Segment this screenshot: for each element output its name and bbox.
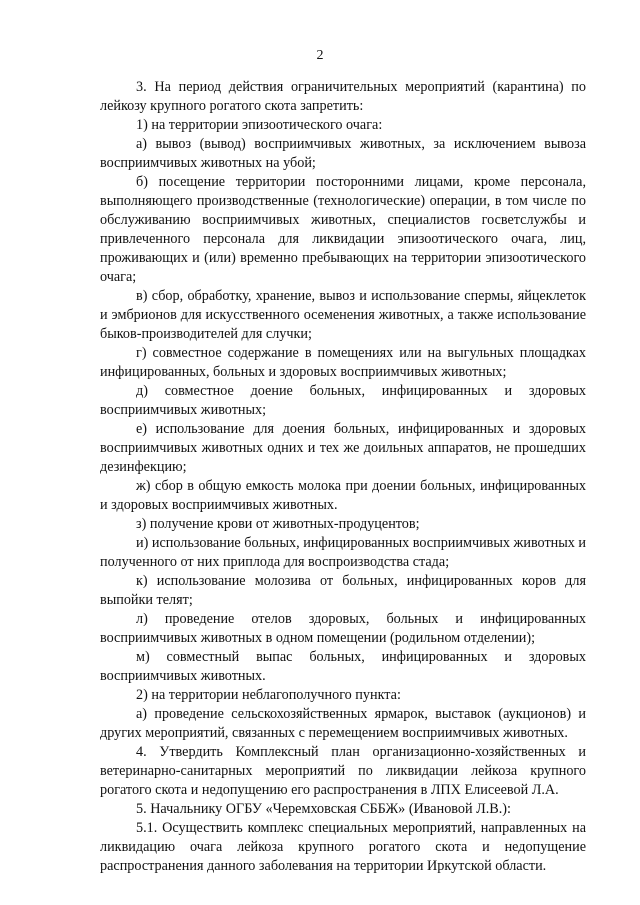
page-number: 2 xyxy=(316,48,324,63)
paragraph-5-head-instruction: 5. Начальнику ОГБУ «Черемховская СББЖ» (Ивановой Л.В.): xyxy=(136,801,511,817)
paragraph-1-outbreak-zone: 1) на территории эпизоотического очага: xyxy=(136,117,383,133)
paragraph-item-i: и) использование больных, инфицированных восприимчивых животных и полученного от них приплода для воспроизводства стада; xyxy=(100,535,587,570)
paragraph-item-g: г) совместное содержание в помещениях или на выгульных площадках инфицированных, больных и здоровых восприимчивых животных; xyxy=(100,345,586,380)
paragraph-item-m: м) совместный выпас больных, инфицированных и здоровых восприимчивых животных. xyxy=(100,649,586,684)
paragraph-item-k: к) использование молозива от больных, инфицированных коров для выпойки телят; xyxy=(100,573,586,608)
paragraph-4-approve-plan: 4. Утвердить Комплексный план организационно-хозяйственных и ветеринарно-санитарных мероприятий по ликвидации лейкоза крупного рогатого скота и недопущению его распространения в ЛПХ Елисеевой Л.А. xyxy=(100,744,586,798)
paragraph-3-intro: 3. На период действия ограничительных мероприятий (карантина) по лейкозу крупного рогатого скота запретить: xyxy=(100,79,586,114)
paragraph-2-unfavorable-point: 2) на территории неблагополучного пункта: xyxy=(136,687,401,703)
paragraph-5-1-measures: 5.1. Осуществить комплекс специальных мероприятий, направленных на ликвидацию очага лейкоза крупного рогатого скота и недопущение распространения данного заболевания на территории Иркутской области. xyxy=(100,820,586,874)
paragraph-item-d: д) совместное доение больных, инфицированных и здоровых восприимчивых животных; xyxy=(100,383,586,418)
paragraph-item-a: а) вывоз (вывод) восприимчивых животных, за исключением вывоза восприимчивых животных на убой; xyxy=(100,136,586,171)
paragraph-item-z: з) получение крови от животных-продуцентов; xyxy=(136,516,420,532)
paragraph-item-zh: ж) сбор в общую емкость молока при доении больных, инфицированных и здоровых восприимчивых животных. xyxy=(100,478,586,513)
document-body xyxy=(100,78,586,876)
paragraph-item-l: л) проведение отелов здоровых, больных и инфицированных восприимчивых животных в одном помещении (родильном отделении); xyxy=(100,611,586,646)
paragraph-item-e: е) использование для доения больных, инфицированных и здоровых восприимчивых животных одних и тех же доильных аппаратов, не прошедших дезинфекцию; xyxy=(100,421,586,475)
paragraph-item-a-2: а) проведение сельскохозяйственных ярмарок, выставок (аукционов) и других мероприятий, связанных с перемещением восприимчивых животных. xyxy=(100,706,586,741)
paragraph-item-v: в) сбор, обработку, хранение, вывоз и использование спермы, яйцеклеток и эмбрионов для искусственного осеменения животных, а также использование быков-производителей для случки; xyxy=(100,288,586,342)
paragraph-item-b: б) посещение территории посторонними лицами, кроме персонала, выполняющего производственные (технологические) операции, в том числе по обслуживанию восприимчивых животных, специалистов госветслужбы и привлеченного персонала для ликвидации эпизоотического очага, лиц, проживающих и (или) временно пребывающих на территории эпизоотического очага; xyxy=(100,174,586,285)
